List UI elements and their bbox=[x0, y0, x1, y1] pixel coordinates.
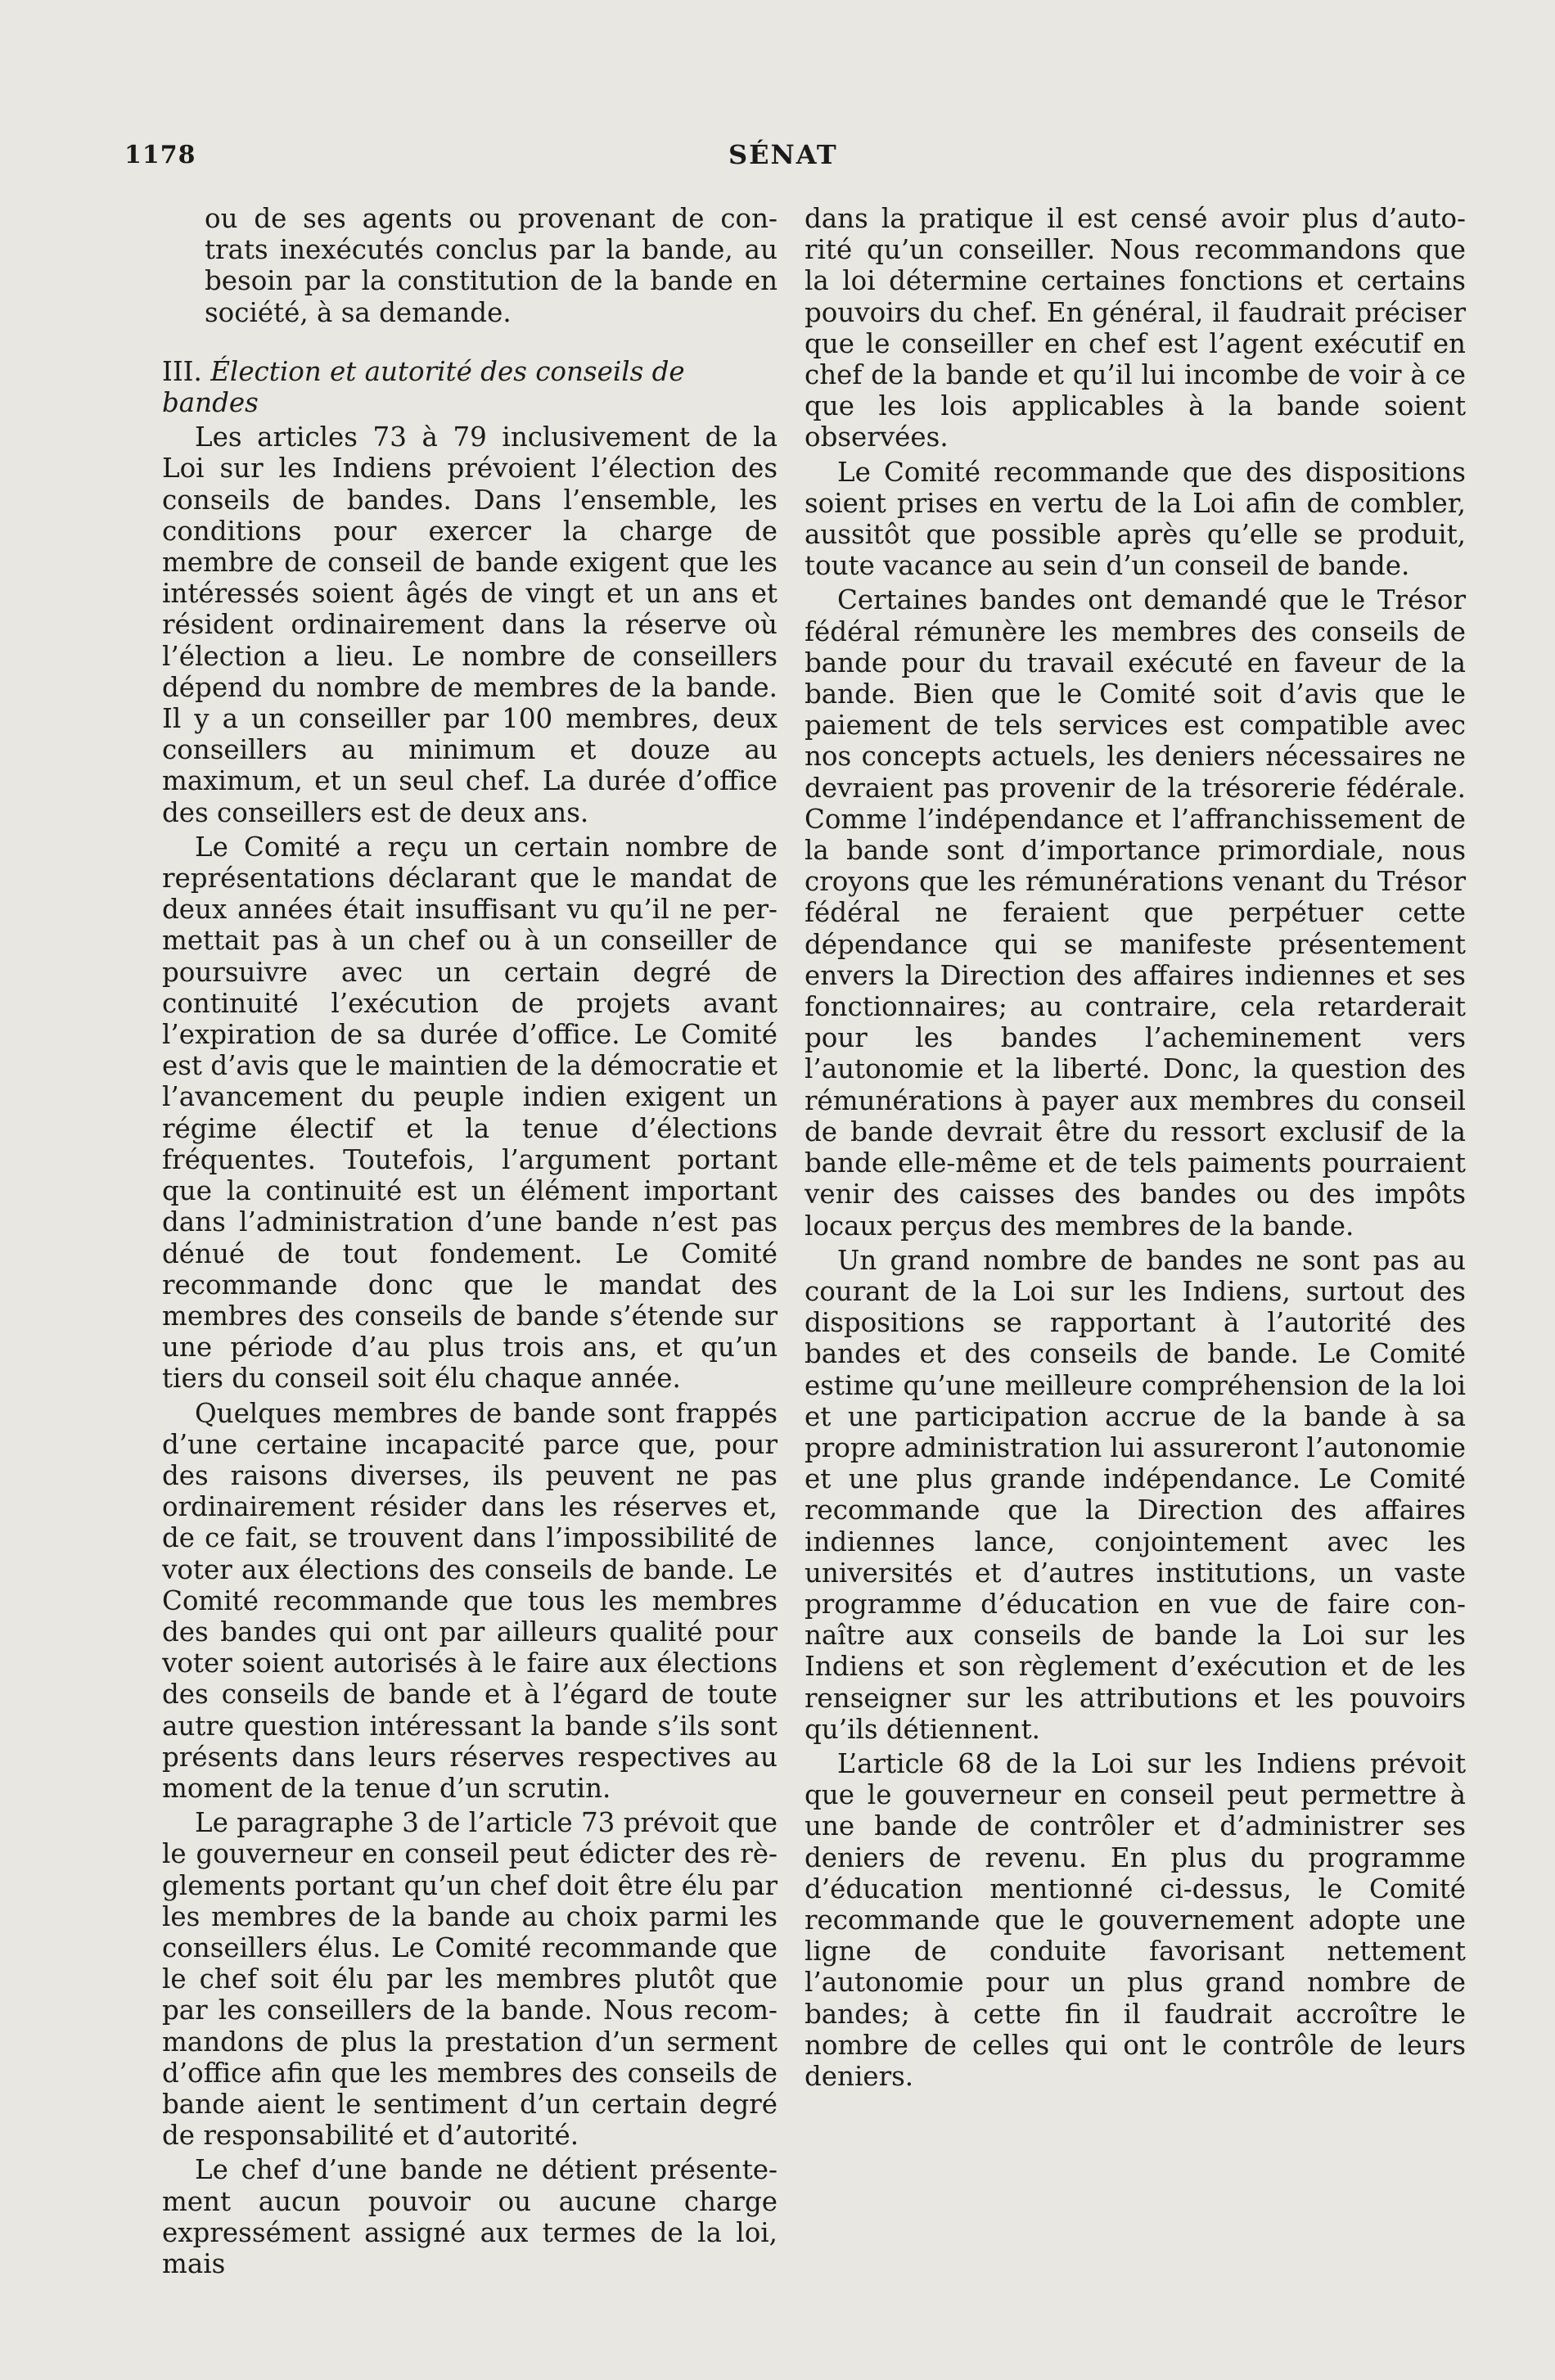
paragraph: Un grand nombre de bandes ne sont pas au courant de la Loi sur les Indiens, surtout des dispositions se rapportant à l’autorité des bandes et des conseils de bande. Le Comité estime qu’une meilleure compréhension de la loi et une participation accrue de la bande à sa propre administration lui assureront l’autonomie et une plus grande indépendance. Le Comité recommande que la Direction des affaires indiennes lance, conjointement avec les universités et d’autres institutions, un vaste programme d’éducation en vue de faire connaître aux conseils de bande la Loi sur les Indiens et son règlement d’exécution et de les renseigner sur les attributions et les pouvoirs qu’ils détiennent. bbox=[805, 1244, 1466, 1745]
continuation-paragraph: ou de ses agents ou provenant de contrats inexécutés conclus par la bande, au besoin par la constitution de la bande en société, à sa demande. bbox=[205, 203, 778, 328]
paragraph: Le Comité a reçu un certain nombre de représentations déclarant que le mandat de deux années était insuffisant vu qu’il ne permettait pas à un chef ou à un conseiller de poursuivre avec un certain degré de continuité l’exécution de projets avant l’expiration de sa durée d’office. Le Comité est d’avis que le maintien de la démocratie et l’avancement du peuple indien exigent un régime électif et la tenue d’élections fréquentes. Toutefois, l’argument portant que la continuité est un élément important dans l’administration d’une bande n’est pas dénué de tout fondement. Le Comité recommande donc que le mandat des membres des conseils de bande s’étende sur une période d’au plus trois ans, et qu’un tiers du conseil soit élu chaque année. bbox=[162, 831, 778, 1395]
right-column bbox=[805, 203, 1466, 2095]
paragraph: Les articles 73 à 79 inclusivement de la Loi sur les Indiens prévoient l’élection des conseils de bandes. Dans l’ensemble, les conditions pour exercer la charge de membre de conseil de bande exigent que les intéressés soient âgés de vingt et un ans et résident ordinairement dans la réserve où l’élection a lieu. Le nombre de conseillers dépend du nombre de membres de la bande. Il y a un conseiller par 100 membres, deux conseillers au minimum et douze au maximum, et un seul chef. La durée d’office des conseillers est de deux ans. bbox=[162, 421, 778, 828]
running-head: SÉNAT bbox=[728, 139, 838, 170]
page-number: 1178 bbox=[124, 141, 196, 169]
section-title: Élection et autorité des conseils de bandes bbox=[162, 355, 685, 419]
paragraph: Le paragraphe 3 de l’article 73 prévoit que le gouverneur en conseil peut édicter des règlements portant qu’un chef doit être élu par les membres de la bande au choix parmi les conseillers élus. Le Comité recommande que le chef soit élu par les membres plutôt que par les conseillers de la bande. Nous recommandons de plus la prestation d’un serment d’office afin que les membres des conseils de bande aient le sentiment d’un certain degré de responsabilité et d’autorité. bbox=[162, 1807, 778, 2152]
paragraph: Certaines bandes ont demandé que le Trésor fédéral rémunère les membres des conseils de bande pour du travail exécuté en faveur de la bande. Bien que le Comité soit d’avis que le paiement de tels services est compatible avec nos concepts actuels, les deniers nécessaires ne devraient pas provenir de la trésorerie fédérale. Comme l’indépendance et l’affranchissement de la bande sont d’importance primordiale, nous croyons que les rémunérations venant du Trésor fédéral ne feraient que perpétuer cette dépendance qui se manifeste présentement envers la Direction des affaires indiennes et ses fonctionnaires; au contraire, cela retarderait pour les bandes l’acheminement vers l’autonomie et la liberté. Donc, la question des rémunérations à payer aux membres du conseil de bande devrait être du ressort exclusif de la bande elle-même et de tels paiments pourraient venir des caisses des bandes ou des impôts locaux perçus des membres de la bande. bbox=[805, 584, 1466, 1242]
continuation-paragraph: dans la pratique il est censé avoir plus d’autorité qu’un conseiller. Nous recommandons que la loi détermine certaines fonctions et certains pouvoirs du chef. En général, il faudrait préciser que le conseiller en chef est l’agent exécutif en chef de la bande et qu’il lui incombe de voir à ce que les lois applicables à la bande soient observées. bbox=[805, 203, 1466, 453]
paragraph: Le Comité recommande que des dispositions soient prises en vertu de la Loi afin de combler, aussitôt que possible après qu’elle se produit, toute vacance au sein d’un conseil de bande. bbox=[805, 456, 1466, 582]
paragraph: L’article 68 de la Loi sur les Indiens prévoit que le gouverneur en conseil peut permettre à une bande de contrôler et d’administrer ses deniers de revenu. En plus du programme d’éducation mentionné ci-dessus, le Comité recommande que le gouvernement adopte une ligne de conduite favorisant nettement l’autonomie pour un plus grand nombre de bandes; à cette fin il faudrait accroître le nombre de celles qui ont le contrôle de leurs deniers. bbox=[805, 1747, 1466, 2092]
paragraph: Le chef d’une bande ne détient présentement aucun pouvoir ou aucune charge expressément assigné aux termes de la loi, mais bbox=[162, 2154, 778, 2279]
paragraph: Quelques membres de bande sont frappés d’une certaine incapacité parce que, pour des raisons diverses, ils peuvent ne pas ordinairement résider dans les réserves et, de ce fait, se trouvent dans l’impossibilité de voter aux élections des conseils de bande. Le Comité recommande que tous les membres des bandes qui ont par ailleurs qualité pour voter soient autorisés à le faire aux élections des conseils de bande et à l’égard de toute autre question intéressant la bande s’ils sont présents dans leurs réserves respectives au moment de la tenue d’un scrutin. bbox=[162, 1397, 778, 1804]
section-heading bbox=[162, 356, 778, 418]
section-number: III. bbox=[162, 355, 202, 387]
left-column bbox=[162, 203, 778, 2283]
